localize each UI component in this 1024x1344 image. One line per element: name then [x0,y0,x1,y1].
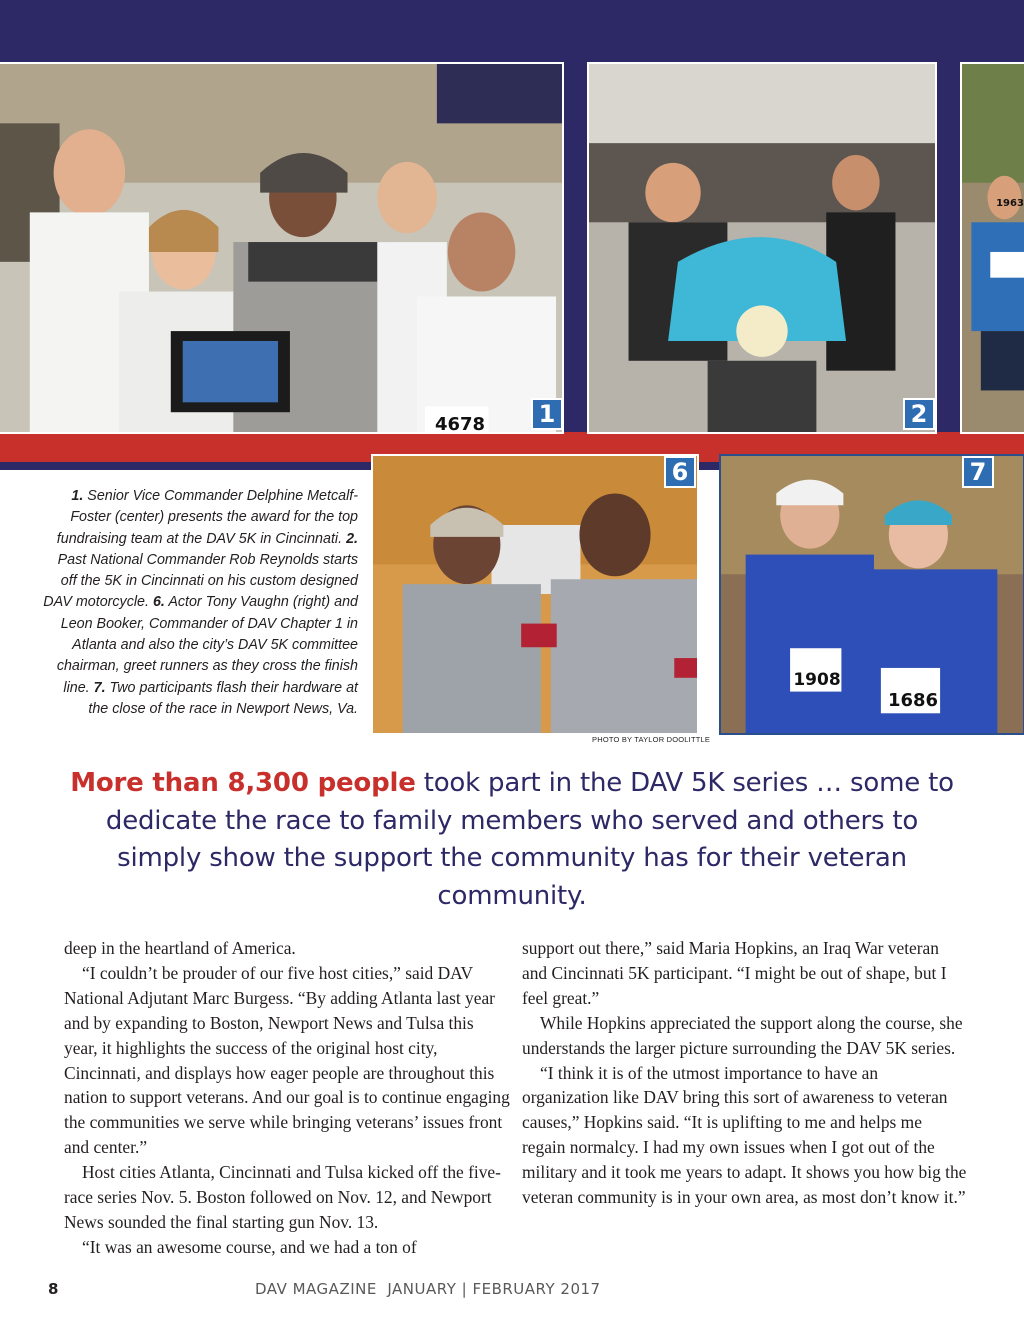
photo-caption [40,486,358,720]
caption-number: 7. [93,679,106,696]
photo-number-badge: 6 [664,456,696,488]
caption-text: Past National Commander Rob Reynolds starts off the 5K in Cincinnati on his custom designed DAV motorcycle. [43,551,358,611]
photo-finish-line-greeters [371,454,699,735]
caption-text: Senior Vice Commander Delphine Metcalf-Foster (center) presents the award for the top fundraising team at the DAV 5K in Cincinnati. [56,488,358,547]
bib-number-label: 4678 [434,414,486,434]
bib-number-label: 1908 [793,670,841,690]
pull-quote-highlight: More than 8,300 people [70,768,416,798]
photo-credit: PHOTO BY TAYLOR DOOLITTLE [592,735,711,744]
magazine-footer: DAV MAGAZINE JANUARY | FEBRUARY 2017 [255,1280,601,1298]
body-paragraph: “I couldn’t be prouder of our five host cities,” said DAV National Adjutant Marc Burgess. “By adding Atlanta last year and by expanding to Boston, Newport News and Tulsa this year, it highlights the success of the original host city, Cincinnati, and displays how eager people are throughout this nation to support veterans. And our goal is to continue engaging the communities we serve while bringing veterans’ issues front and center.” [64,962,510,1158]
photo-participants-medals [719,454,1024,735]
photo-award-presentation [0,62,564,434]
pull-quote-text: took part in the DAV 5K series … some to dedicate the race to family members who served and others to simply show the support the community has for their veteran community. [105,768,954,911]
photo-number-badge: 1 [531,398,563,430]
body-paragraph: Host cities Atlanta, Cincinnati and Tulsa kicked off the five-race series Nov. 5. Boston followed on Nov. 12, and Newport News sounded the final starting gun Nov. 13. [64,1162,501,1232]
photo-number-badge: 2 [903,398,935,430]
photo-motorcycle-start [587,62,937,434]
body-paragraph: While Hopkins appreciated the support along the course, she understands the larger picture surrounding the DAV 5K series. [522,1012,963,1058]
caption-number: 6. [152,594,165,611]
body-paragraph: “It was an awesome course, and we had a ton of [82,1236,417,1257]
page-number: 8 [48,1280,59,1298]
pull-quote [60,765,964,915]
bib-number-label: 1686 [887,690,939,711]
caption-number: 2. [346,530,358,547]
caption-text: Actor Tony Vaughn (right) and Leon Booker, Commander of DAV Chapter 1 in Atlanta and also the city’s DAV 5K committee chairman, greet runners as they cross the finish line. [56,594,358,696]
bib-number-label: 1963 [996,198,1024,209]
body-paragraph: deep in the heartland of America. [64,938,296,958]
caption-number: 1. [71,488,84,504]
body-paragraph: support out there,” said Maria Hopkins, an Iraq War veteran and Cincinnati 5K participant. “I might be out of shape, but I feel great.” [522,938,947,1008]
body-column-right [522,936,968,1210]
caption-text: Two participants flash their hardware at the close of the race in Newport News, Va. [88,679,358,717]
body-paragraph: “I think it is of the utmost importance to have an organization like DAV bring this sort of awareness to veteran causes,” Hopkins said. “It is uplifting to me and helps me regain normalcy. I had my own issues when I got out of the military and it took me years to adapt. It shows you how big the veteran community is in your own area, as most don’t know it.” [522,1062,967,1208]
photo-runner [960,62,1024,434]
photo-number-badge: 7 [962,456,994,488]
body-column-left [64,936,510,1260]
